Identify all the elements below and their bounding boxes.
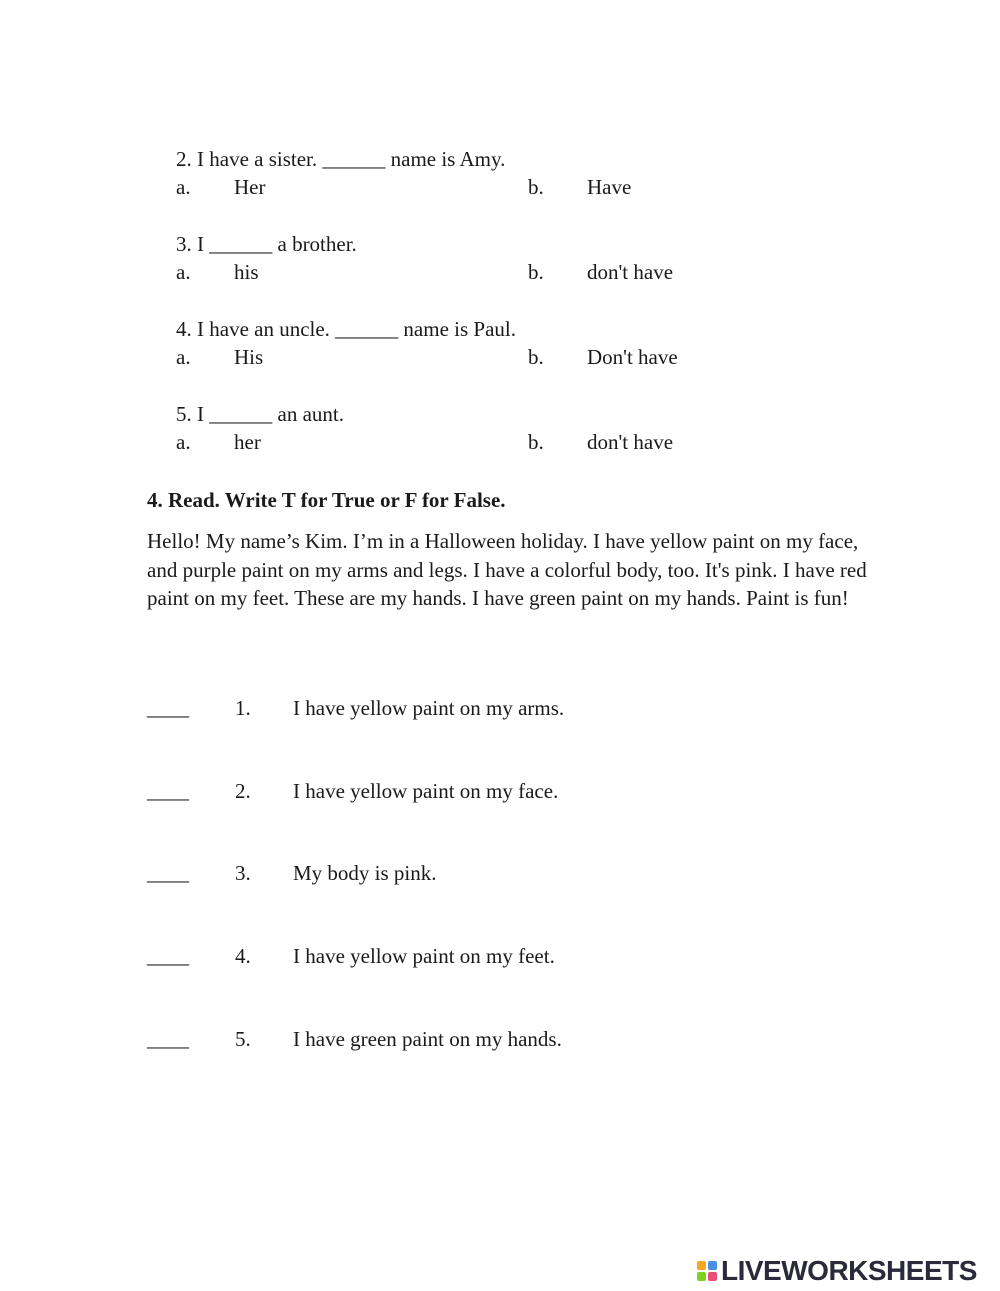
logo-square [708, 1261, 717, 1270]
answer-blank[interactable]: ____ [147, 944, 189, 968]
question-prompt: 2. I have a sister. ______ name is Amy. [176, 147, 506, 171]
statement-text: My body is pink. [293, 861, 437, 885]
option-b-text: don't have [587, 260, 674, 284]
statement-number: 4. [235, 944, 251, 968]
option-a-text: his [234, 260, 259, 284]
statement-text: I have green paint on my hands. [293, 1027, 562, 1051]
option-a-label: a. [176, 345, 191, 369]
question-prompt: 4. I have an uncle. ______ name is Paul. [176, 317, 516, 341]
answer-blank[interactable]: ____ [147, 696, 189, 720]
statement-text: I have yellow paint on my face. [293, 779, 559, 803]
question-prompt: 3. I ______ a brother. [176, 232, 357, 256]
statement-number: 2. [235, 779, 251, 803]
option-a-text: her [234, 430, 261, 454]
liveworksheets-logo [697, 1256, 977, 1286]
logo-square [708, 1272, 717, 1281]
logo-square [697, 1261, 706, 1270]
answer-blank[interactable]: ____ [147, 861, 189, 885]
option-b-label: b. [528, 175, 544, 199]
statement-number: 3. [235, 861, 251, 885]
option-a-label: a. [176, 430, 191, 454]
answer-blank[interactable]: ____ [147, 1027, 189, 1051]
option-a-label: a. [176, 175, 191, 199]
answer-blank[interactable]: ____ [147, 779, 189, 803]
option-b-text: Have [587, 175, 632, 199]
statement-number: 1. [235, 696, 251, 720]
logo-text: LIVEWORKSHEETS [721, 1255, 977, 1286]
option-b-label: b. [528, 260, 544, 284]
option-b-label: b. [528, 345, 544, 369]
option-a-label: a. [176, 260, 191, 284]
statement-number: 5. [235, 1027, 251, 1051]
option-a-text: Her [234, 175, 266, 199]
logo-grid-icon [697, 1261, 717, 1281]
question-prompt: 5. I ______ an aunt. [176, 402, 344, 426]
logo-square [697, 1272, 706, 1281]
option-b-text: don't have [587, 430, 674, 454]
option-b-text: Don't have [587, 345, 678, 369]
option-a-text: His [234, 345, 264, 369]
exercise-4-heading: 4. Read. Write T for True or F for False. [147, 488, 506, 512]
option-b-label: b. [528, 430, 544, 454]
statement-text: I have yellow paint on my feet. [293, 944, 555, 968]
statement-text: I have yellow paint on my arms. [293, 696, 565, 720]
reading-passage: Hello! My name’s Kim. I’m in a Halloween holiday. I have yellow paint on my face, and purple paint on my arms and legs. I have a colorful body, too. It's pink. I have red paint on my feet. These are my hands. I have green paint on my hands. Paint is fun! [147, 529, 867, 610]
